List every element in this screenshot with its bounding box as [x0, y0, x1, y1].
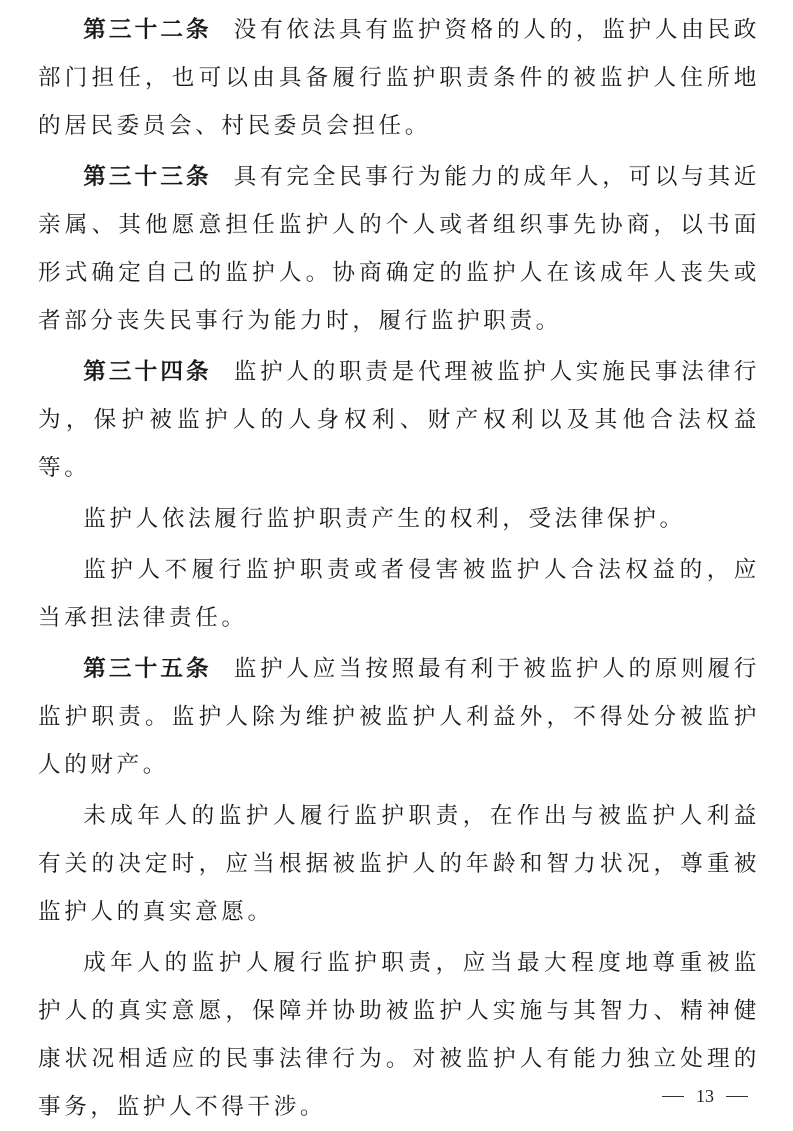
article-title: 第三十五条: [83, 656, 212, 682]
article-title: 第三十四条: [83, 359, 212, 385]
article-text: 监护人依法履行监护职责产生的权利，受法律保护。: [83, 506, 686, 532]
document-body: [38, 6, 760, 1131]
article-text: 成年人的监护人履行监护职责，应当最大程度地尊重被监护人的真实意愿，保障并协助被监护人实施与其智力、精神健康状况相适应的民事法律行为。对被监护人有能力独立处理的事务，监护人不得干涉。: [38, 950, 760, 1120]
article-text: 监护人应当按照最有利于被监护人的原则履行监护职责。监护人除为维护被监护人利益外，不得处分被监护人的财产。: [38, 656, 761, 778]
article-paragraph: [38, 645, 760, 789]
footer-dash-left: [662, 1096, 684, 1097]
article-paragraph: [38, 495, 760, 543]
article-paragraph: [38, 348, 760, 492]
page-footer: [640, 1078, 770, 1114]
article-paragraph: [38, 6, 760, 150]
article-paragraph: [38, 546, 760, 642]
article-text: 没有依法具有监护资格的人的，监护人由民政部门担任，也可以由具备履行监护职责条件的被监护人住所地的居民委员会、村民委员会担任。: [38, 17, 761, 139]
article-text: 未成年人的监护人履行监护职责，在作出与被监护人利益有关的决定时，应当根据被监护人的年龄和智力状况，尊重被监护人的真实意愿。: [38, 803, 760, 925]
article-paragraph: [38, 792, 760, 936]
article-title: 第三十二条: [83, 17, 212, 43]
article-paragraph: [38, 153, 760, 345]
page-number: 13: [696, 1085, 714, 1106]
footer-dash-right: [726, 1096, 748, 1097]
article-text: 具有完全民事行为能力的成年人，可以与其近亲属、其他愿意担任监护人的个人或者组织事先协商，以书面形式确定自己的监护人。协商确定的监护人在该成年人丧失或者部分丧失民事行为能力时，履行监护职责。: [38, 164, 761, 334]
article-text: 监护人不履行监护职责或者侵害被监护人合法权益的，应当承担法律责任。: [38, 557, 760, 631]
article-text: 监护人的职责是代理被监护人实施民事法律行为，保护被监护人的人身权利、财产权利以及其他合法权益等。: [38, 359, 761, 481]
article-title: 第三十三条: [83, 164, 212, 190]
